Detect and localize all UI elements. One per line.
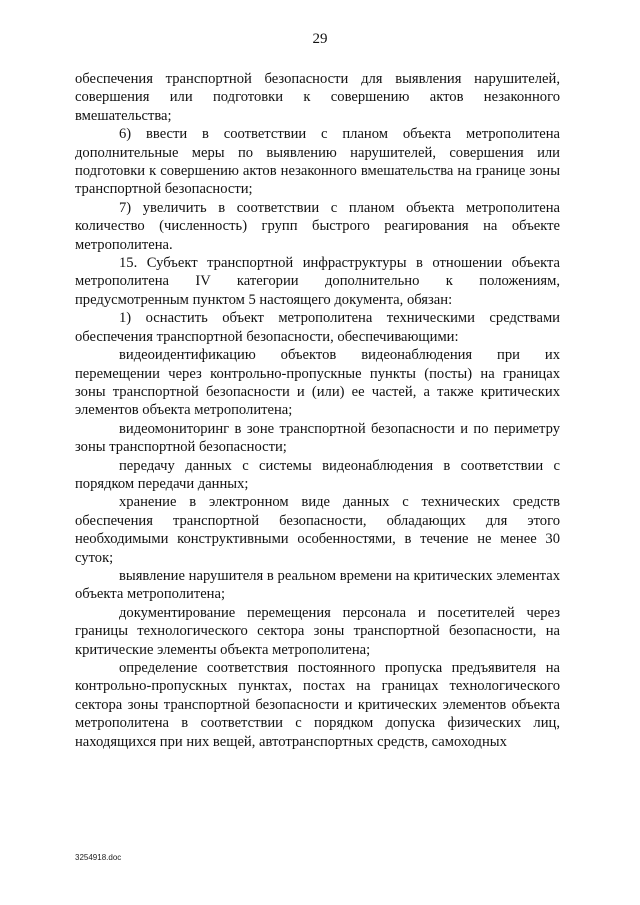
paragraph-pass-verification: определение соответствия постоянного пропуска предъявителя на контрольно-пропускных пунктах, постах на границах технологического сектора зоны транспортной безопасности и критических элементов объекта метрополитена в соответствии с порядком допуска физических лиц, находящихся при них вещей, автотранспортных средств, самоходных	[75, 660, 560, 750]
paragraph-item-7: 7) увеличить в соответствии с планом объекта метрополитена количество (численность) групп быстрого реагирования на объекте метрополитена.	[75, 199, 560, 253]
paragraph-intruder-detection: выявление нарушителя в реальном времени на критических элементах объекта метрополитена;	[75, 567, 560, 603]
document-body	[75, 70, 560, 751]
paragraph-continuation: обеспечения транспортной безопасности для выявления нарушителей, совершения или подготовки к совершению актов незаконного вмешательства;	[75, 71, 560, 124]
paragraph-video-identification: видеоидентификацию объектов видеонаблюдения при их перемещении через контрольно-пропускные пункты (посты) на границах зоны транспортной безопасности и (или) ее частей, а также критических элементов объекта метрополитена;	[75, 347, 560, 419]
paragraph-item-1: 1) оснастить объект метрополитена техническими средствами обеспечения транспортной безопасности, обеспечивающими:	[75, 310, 560, 345]
paragraph-video-monitoring: видеомониторинг в зоне транспортной безопасности и по периметру зоны транспортной безопасности;	[75, 420, 560, 456]
document-file-id: 3254918.doc	[75, 853, 122, 862]
paragraph-movement-documentation: документирование перемещения персонала и посетителей через границы технологического сектора зоны транспортной безопасности, на критические элементы объекта метрополитена;	[75, 604, 560, 658]
paragraph-item-6: 6) ввести в соответствии с планом объекта метрополитена дополнительные меры по выявлению нарушителей, совершения или подготовки к совершению актов незаконного вмешательства на границе зоны транспортной безопасности;	[75, 126, 560, 198]
page-number: 29	[312, 31, 328, 47]
paragraph-data-storage: хранение в электронном виде данных с технических средств обеспечения транспортной безопасности, обладающих для этого необходимыми конструктивными особенностями, в течение не менее 30 суток;	[75, 494, 560, 566]
paragraph-clause-15: 15. Субъект транспортной инфраструктуры в отношении объекта метрополитена IV категории дополнительно к положениям, предусмотренным пунктом 5 настоящего документа, обязан:	[75, 255, 560, 308]
paragraph-data-transfer: передачу данных с системы видеонаблюдения в соответствии с порядком передачи данных;	[75, 457, 560, 492]
